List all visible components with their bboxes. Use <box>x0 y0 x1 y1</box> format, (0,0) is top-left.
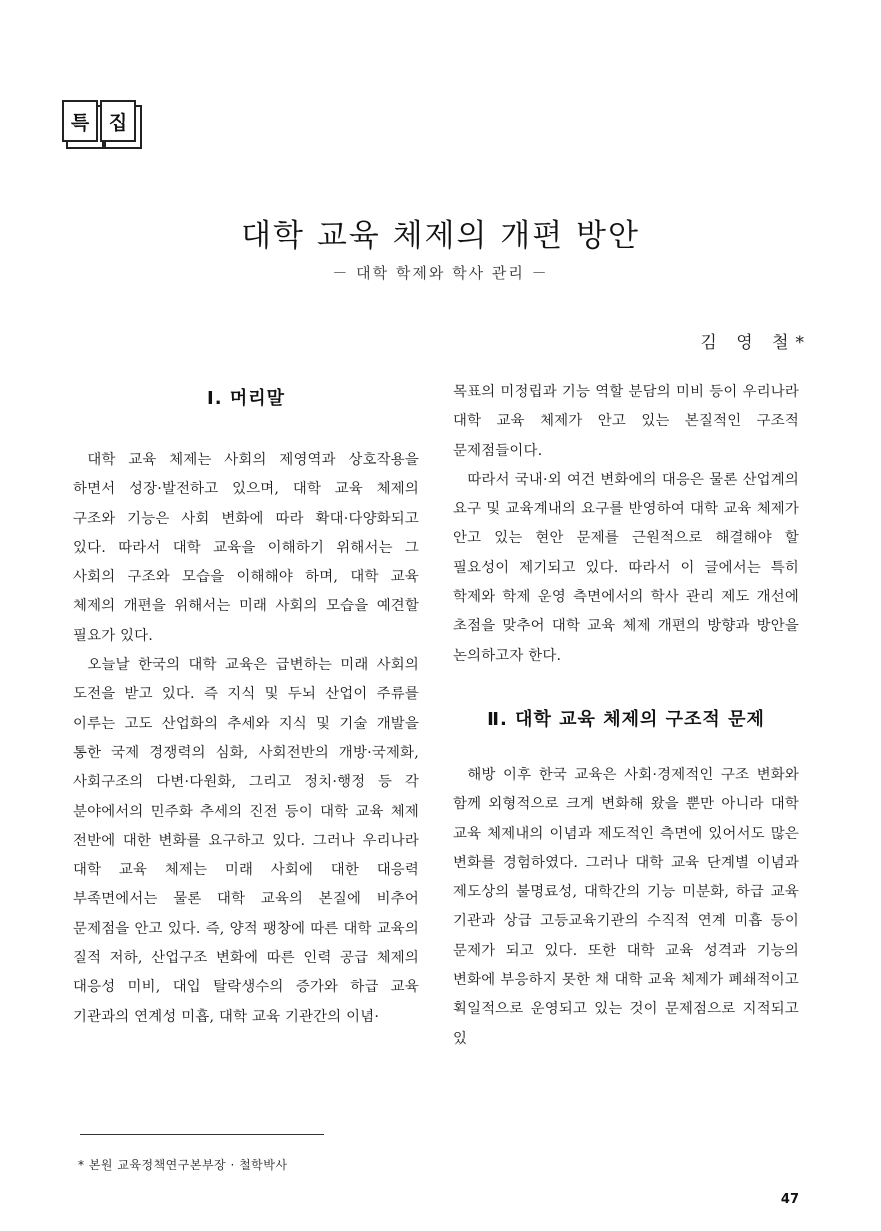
paragraph: 대학 교육 체제는 사회의 제영역과 상호작용을 하면서 성장·발전하고 있으며, 대학 교육 체제의 구조와 기능은 사회 변화에 따라 확대·다양화되고 있다. 따라서 대학 교육을 이해하기 위해서는 그 사회의 구조와 모습을 이해해야 하며, 대학 교육 체제의 개편을 위해서는 미래 사회의 모습을 예견할 필요가 있다. <box>73 452 419 644</box>
section-heading-introduction: Ⅰ. 머리말 <box>207 388 285 409</box>
author-name: 김 영 철* <box>700 333 811 353</box>
paragraph: 따라서 국내·외 여건 변화에의 대응은 물론 산업계의 요구 및 교육계내의 요구를 반영하여 대학 교육 체제가 안고 있는 현안 문제를 근원적으로 해결해야 할 필요성이 제기되고 있다. 따라서 이 글에서는 특히 학제와 학제 운영 측면에서의 학사 관리 제도 개선에 초점을 맞추어 대학 교육 체제 개편의 방향과 방안을 논의하고자 한다. <box>453 471 799 664</box>
paragraph: 목표의 미정립과 기능 역할 분담의 미비 등이 우리나라 대학 교육 체제가 안고 있는 본질적인 구조적 문제점들이다. <box>453 384 799 459</box>
article-title: 대학 교육 체제의 개편 방안 <box>241 218 640 254</box>
footnote-divider <box>80 1134 324 1135</box>
left-column <box>73 378 419 1032</box>
footnote: * 본원 교육정책연구본부장 · 철학박사 <box>78 1158 288 1172</box>
paragraph: 오늘날 한국의 대학 교육은 급변하는 미래 사회의 도전을 받고 있다. 즉 지식 및 두뇌 산업이 주류를 이루는 고도 산업화의 추세와 지식 및 기술 개발을 통한 국제 경쟁력의 심화, 사회전반의 개방·국제화, 사회구조의 다변·다원화, 그리고 정치·행정 등 각 분야에서의 민주화 추세의 진전 등이 대학 교육 체제 전반에 대한 변화를 요구하고 있다. 그러나 우리나라 대학 교육 체제는 미래 사회에 대한 대응력 부족면에서는 물론 대학 교육의 본질에 비추어 문제점을 안고 있다. 즉, 양적 팽창에 따른 대학 교육의 질적 저하, 산업구조 변화에 따른 인력 공급 체제의 대응성 미비, 대입 탈락생수의 증가와 하급 교육 기관과의 연계성 미흡, 대학 교육 기관간의 이념· <box>73 657 419 1025</box>
paragraph: 해방 이후 한국 교육은 사회·경제적인 구조 변화와 함께 외형적으로 크게 변화해 왔을 뿐만 아니라 대학 교육 체제내의 이념과 제도적인 측면에 있어서도 많은 변화를 경험하였다. 그러나 대학 교육 단계별 이념과 제도상의 불명료성, 대학간의 기능 미분화, 하급 교육 기관과 상급 고등교육기관의 수직적 연계 미흡 등이 문제가 되고 있다. 또한 대학 교육 성격과 기능의 변화에 부응하지 못한 채 대학 교육 체제가 폐쇄적이고 획일적으로 운영되고 있는 것이 문제점으로 지적되고 있 <box>453 766 799 1047</box>
badge-char-2: 집 <box>100 100 136 142</box>
section-heading-structural-problems: Ⅱ. 대학 교육 체제의 구조적 문제 <box>487 708 765 730</box>
section-badge <box>62 100 136 142</box>
badge-char-1: 특 <box>62 100 98 142</box>
article-subtitle: － 대학 학제와 학사 관리 － <box>332 264 549 282</box>
page-number: 47 <box>780 1192 799 1207</box>
right-column <box>453 378 799 1054</box>
